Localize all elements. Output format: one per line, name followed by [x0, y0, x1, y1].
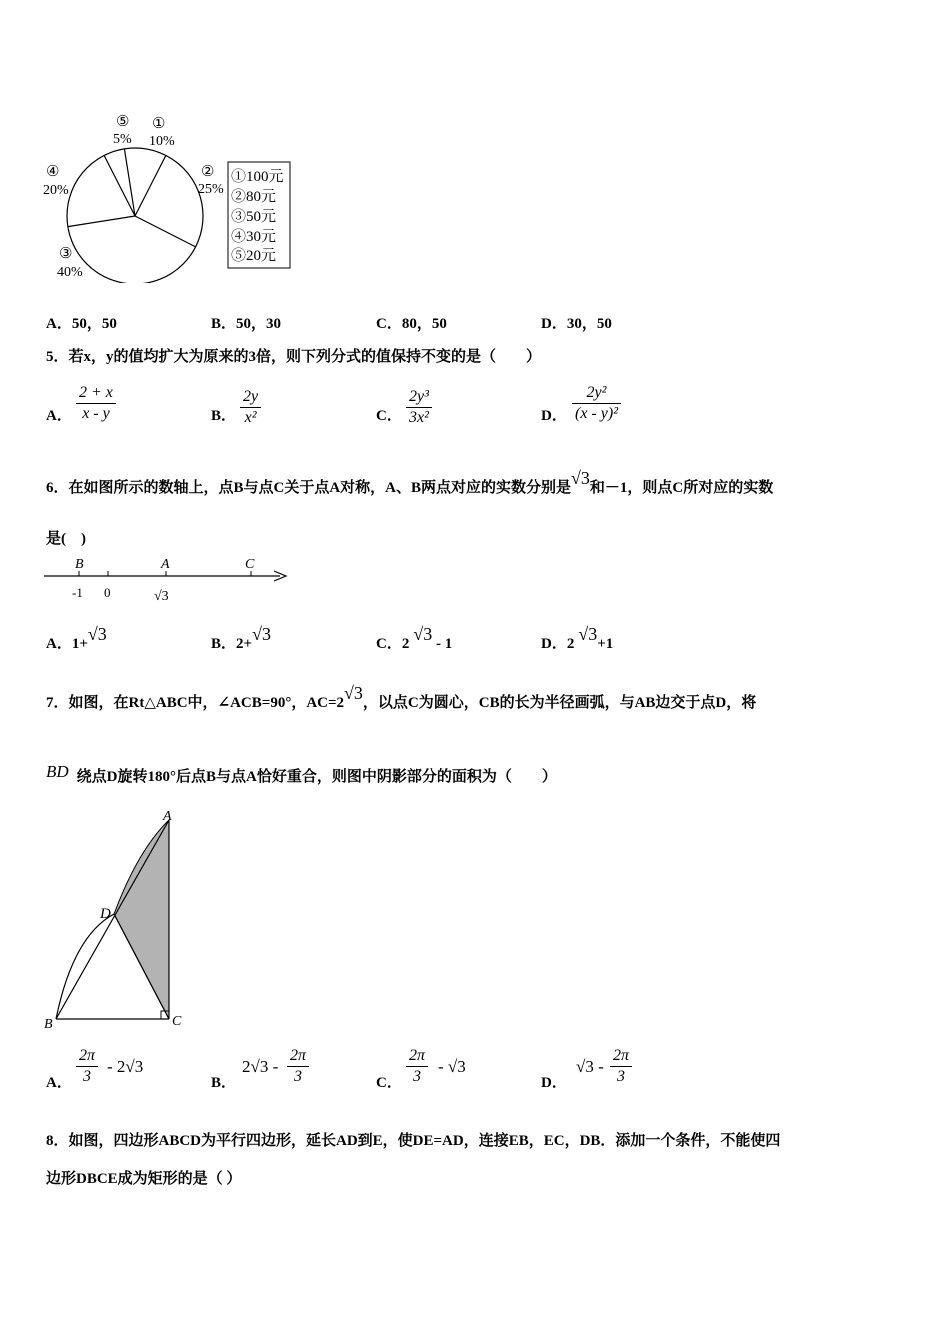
- q6-d-sqrt: √3: [578, 624, 598, 644]
- q6-a-sqrt: √3: [87, 624, 107, 644]
- q8-stem-line1: 8．如图，四边形ABCD为平行四边形，延长AD到E，使DE=AD，连接EB，EC，DB．添加一个条件，不能使四: [46, 1133, 781, 1149]
- q5-option-d-fraction: [572, 383, 621, 424]
- q4-option-a[interactable]: A．50，50: [46, 316, 117, 332]
- q7-c-denominator: 3: [413, 1068, 421, 1085]
- q6-stem-line1: [46, 468, 774, 497]
- pie-marker-3: ③: [59, 246, 73, 262]
- q7-c-post: - √3: [438, 1057, 466, 1076]
- legend-item-2: ②80元: [231, 189, 277, 205]
- q7-b-denominator: 3: [294, 1068, 302, 1085]
- q7-stem-part2: ，以点C为圆心，CB的长为半径画弧，与AB边交于点D，将: [362, 695, 757, 711]
- q6-b-sqrt: √3: [252, 624, 271, 644]
- q7-b-pre: 2√3 -: [242, 1057, 279, 1076]
- q7-b-fraction: [287, 1046, 309, 1087]
- q7-arc-label: BD: [46, 762, 69, 781]
- q7-option-b-label[interactable]: B．: [211, 1075, 237, 1091]
- pie-percent-4: 20%: [43, 183, 69, 198]
- q6-d-label: D．2: [541, 636, 575, 652]
- q7-d-pre: √3 -: [576, 1057, 604, 1076]
- q6-c-sqrt: √3: [413, 624, 433, 644]
- shaded-region: [114, 820, 169, 1019]
- q6-a-label: A．1+: [46, 636, 88, 652]
- legend-item-4: ④30元: [231, 229, 277, 245]
- q7-option-d-label[interactable]: D．: [541, 1075, 567, 1091]
- pie-marker-1: ①: [152, 116, 166, 132]
- q8-stem-line2: 边形DBCE成为矩形的是（ ）: [46, 1171, 242, 1187]
- q7-stem-part1: 7．如图，在Rt△ABC中，∠ACB=90°，AC=2: [46, 695, 345, 711]
- point-label-c: C: [245, 557, 255, 572]
- q5-a-denominator: x - y: [82, 405, 110, 422]
- q5-d-denominator: (x - y)²: [575, 405, 618, 422]
- q6-option-a[interactable]: [46, 624, 107, 653]
- q5-option-a-label[interactable]: A．: [46, 408, 72, 424]
- q7-d-denominator: 3: [617, 1068, 625, 1085]
- tick-label-sqrt3: √3: [154, 589, 169, 604]
- q5-c-numerator: 2y³: [406, 387, 432, 408]
- q7-stem-sqrt: √3: [344, 683, 363, 703]
- pie-chart: [67, 148, 203, 283]
- pie-chart-figure: [38, 108, 308, 283]
- pie-percent-3: 40%: [57, 265, 83, 280]
- legend-item-5: ⑤20元: [231, 248, 277, 264]
- q6-d-tail: +1: [597, 636, 614, 652]
- point-label-b: B: [75, 557, 84, 572]
- q4-option-c[interactable]: C．80，50: [376, 316, 447, 332]
- q5-b-denominator: x²: [244, 409, 257, 426]
- number-line-figure: [42, 552, 292, 607]
- q5-b-numerator: 2y: [240, 387, 261, 408]
- pie-marker-2: ②: [201, 164, 215, 180]
- pie-marker-4: ④: [46, 164, 60, 180]
- q4-option-d[interactable]: D．30，50: [541, 316, 612, 332]
- point-label-a: A: [161, 557, 170, 572]
- q7-a-numerator: 2π: [76, 1046, 98, 1067]
- pie-percent-2: 25%: [198, 182, 224, 197]
- legend-item-3: ③50元: [231, 209, 277, 225]
- q6-c-label: C．2: [376, 636, 410, 652]
- q7-stem-line2: [46, 762, 557, 786]
- q7-stem-line1: [46, 683, 757, 712]
- tick-label-zero: 0: [104, 585, 111, 600]
- q5-d-numerator: 2y²: [572, 383, 621, 404]
- pie-percent-1: 10%: [149, 134, 175, 149]
- q6-option-c[interactable]: [376, 624, 453, 653]
- q5-option-b-label[interactable]: B．: [211, 408, 237, 424]
- q5-c-denominator: 3x²: [409, 409, 429, 426]
- q5-option-d-label[interactable]: D．: [541, 408, 567, 424]
- q6-c-tail: - 1: [432, 636, 453, 652]
- vertex-label-b: B: [44, 1017, 53, 1032]
- q5-option-a-fraction: [76, 383, 116, 424]
- q7-d-numerator: 2π: [610, 1046, 632, 1067]
- q6-b-label: B．2+: [211, 636, 253, 652]
- q5-option-c-label[interactable]: C．: [376, 408, 402, 424]
- legend-item-1: ①100元: [231, 169, 284, 185]
- pie-legend: [228, 162, 290, 268]
- q6-stem-part1: 6．在如图所示的数轴上，点B与点C关于点A对称，A、B两点对应的实数分别是: [46, 480, 572, 496]
- pie-slice-boundary-3: [135, 216, 196, 247]
- q6-stem-line2: 是( ): [46, 531, 86, 547]
- q7-stem-part3: 绕点D旋转180°后点B与点A恰好重合，则图中阴影部分的面积为（ ）: [76, 769, 557, 785]
- q7-a-fraction: [76, 1046, 98, 1087]
- pie-slice-lines: [68, 149, 196, 247]
- q6-option-d[interactable]: [541, 624, 614, 653]
- q7-a-denominator: 3: [83, 1068, 91, 1085]
- q5-option-b-fraction: [240, 387, 261, 428]
- pie-percent-5: 5%: [113, 132, 132, 147]
- q7-d-fraction: [610, 1046, 632, 1087]
- pie-slice-boundary-4: [68, 216, 135, 227]
- q7-option-c-label[interactable]: C．: [376, 1075, 402, 1091]
- q7-a-post: - 2√3: [107, 1057, 144, 1076]
- q5-a-numerator: 2 + x: [76, 383, 116, 404]
- tick-label-minus-one: -1: [72, 585, 83, 600]
- q6-stem-sqrt: √3: [571, 468, 590, 488]
- q7-c-numerator: 2π: [406, 1046, 428, 1067]
- triangle-figure: [38, 808, 198, 1038]
- q7-c-fraction: [406, 1046, 428, 1087]
- q5-stem: 5．若x，y的值均扩大为原来的3倍，则下列分式的值保持不变的是（ ）: [46, 349, 542, 365]
- vertex-label-c: C: [172, 1014, 182, 1029]
- vertex-label-d: D: [100, 906, 111, 922]
- vertex-label-a: A: [163, 809, 172, 824]
- q6-stem-part2: 和－1，则点C所对应的实数: [589, 480, 774, 496]
- q4-option-b[interactable]: B．50，30: [211, 316, 282, 332]
- pie-slice-boundary-2: [135, 155, 166, 216]
- q7-option-a-label[interactable]: A．: [46, 1075, 72, 1091]
- q6-option-b[interactable]: [211, 624, 271, 653]
- pie-marker-5: ⑤: [116, 114, 130, 130]
- q5-option-c-fraction: [406, 387, 432, 428]
- q7-b-numerator: 2π: [287, 1046, 309, 1067]
